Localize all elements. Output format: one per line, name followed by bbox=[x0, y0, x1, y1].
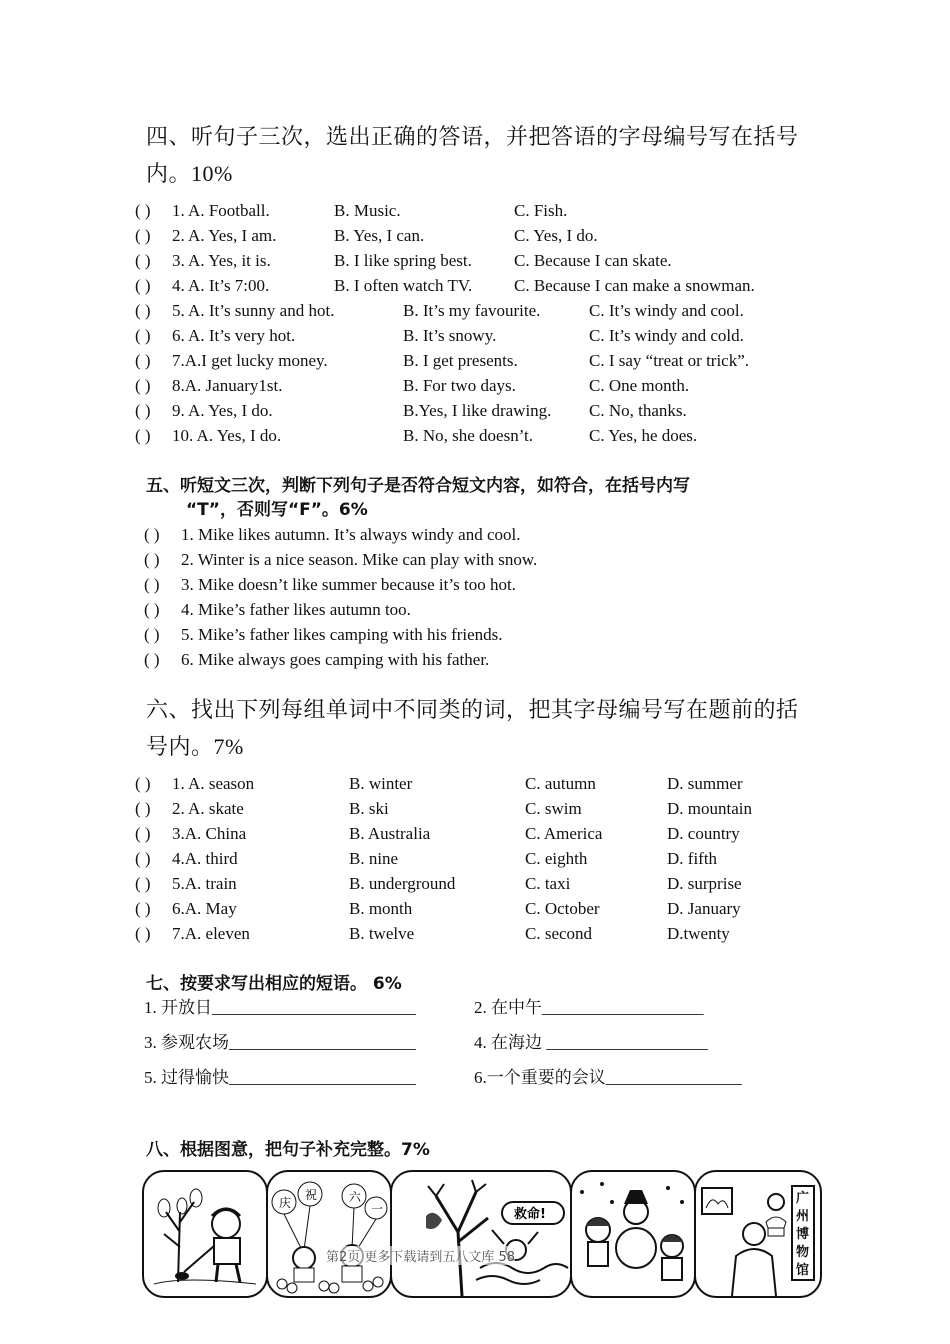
museum-sign-char-4: 物 bbox=[796, 1245, 810, 1260]
word-option-a: 1. A. season bbox=[172, 774, 255, 793]
section5-item bbox=[0, 548, 950, 572]
section6-item bbox=[0, 922, 950, 946]
statement-text: 1. Mike likes autumn. It’s always windy and cool. bbox=[181, 525, 521, 544]
answer-bracket[interactable]: ( ) bbox=[144, 600, 160, 619]
answer-bracket[interactable]: ( ) bbox=[144, 525, 160, 544]
section4-title: 四、听句子三次，选出正确的答语，并把答语的字母编号写在括号内。10% bbox=[146, 124, 799, 186]
statement-text: 5. Mike’s father likes camping with his friends. bbox=[181, 625, 503, 644]
statement-text: 3. Mike doesn’t like summer because it’s too hot. bbox=[181, 575, 516, 594]
option-a: 3. A. Yes, it is. bbox=[172, 251, 271, 270]
section5-item bbox=[0, 623, 950, 647]
answer-bracket[interactable]: ( ) bbox=[135, 376, 151, 395]
section4-item bbox=[0, 424, 950, 448]
picture-help bbox=[390, 1170, 572, 1298]
word-option-a: 2. A. skate bbox=[172, 799, 244, 818]
answer-bracket[interactable]: ( ) bbox=[135, 849, 151, 868]
word-option-a: 4.A. third bbox=[172, 849, 238, 868]
answer-bracket[interactable]: ( ) bbox=[144, 550, 160, 569]
section4-item bbox=[0, 249, 950, 273]
option-b: B. I get presents. bbox=[403, 351, 518, 370]
option-c: C. One month. bbox=[589, 376, 690, 395]
option-a: 5. A. It’s sunny and hot. bbox=[172, 301, 335, 320]
answer-bracket[interactable]: ( ) bbox=[144, 650, 160, 669]
answer-bracket[interactable]: ( ) bbox=[135, 251, 151, 270]
section4-item bbox=[0, 274, 950, 298]
option-a: 4. A. It’s 7:00. bbox=[172, 276, 270, 295]
statement-text: 6. Mike always goes camping with his father. bbox=[181, 650, 490, 669]
section5-item bbox=[0, 598, 950, 622]
answer-bracket[interactable]: ( ) bbox=[135, 401, 151, 420]
option-b: B.Yes, I like drawing. bbox=[403, 401, 552, 420]
page-footer: 第2页 更多下载请到五八文库 58 bbox=[326, 1246, 515, 1265]
balloon-char-1: 庆 bbox=[279, 1196, 292, 1210]
option-a: 9. A. Yes, I do. bbox=[172, 401, 273, 420]
answer-bracket[interactable]: ( ) bbox=[135, 774, 151, 793]
word-option-d: D. summer bbox=[667, 774, 743, 793]
answer-bracket[interactable]: ( ) bbox=[135, 824, 151, 843]
phrase-blank-right[interactable]: 6.一个重要的会议________________ bbox=[474, 1068, 742, 1087]
picture-planting-tree bbox=[142, 1170, 268, 1298]
word-option-d: D. January bbox=[667, 899, 741, 918]
option-c: C. It’s windy and cool. bbox=[589, 301, 744, 320]
section6-item bbox=[0, 897, 950, 921]
section5-item bbox=[0, 523, 950, 547]
option-b: B. For two days. bbox=[403, 376, 516, 395]
answer-bracket[interactable]: ( ) bbox=[144, 575, 160, 594]
word-option-b: B. winter bbox=[349, 774, 413, 793]
option-c: C. Yes, he does. bbox=[589, 426, 698, 445]
museum-sign-char-2: 州 bbox=[796, 1209, 810, 1224]
word-option-b: B. twelve bbox=[349, 924, 415, 943]
balloon-char-3: 六 bbox=[349, 1190, 362, 1204]
option-a: 7.A.I get lucky money. bbox=[172, 351, 328, 370]
picture-museum bbox=[694, 1170, 822, 1298]
picture-snowman bbox=[570, 1170, 696, 1298]
answer-bracket[interactable]: ( ) bbox=[144, 625, 160, 644]
answer-bracket[interactable]: ( ) bbox=[135, 351, 151, 370]
option-b: B. No, she doesn’t. bbox=[403, 426, 534, 445]
answer-bracket[interactable]: ( ) bbox=[135, 899, 151, 918]
option-c: C. Because I can skate. bbox=[514, 251, 672, 270]
phrase-blank-right[interactable]: 4. 在海边 ___________________ bbox=[474, 1033, 708, 1052]
option-a: 10. A. Yes, I do. bbox=[172, 426, 282, 445]
section4-item bbox=[0, 399, 950, 423]
word-option-d: D. country bbox=[667, 824, 740, 843]
answer-bracket[interactable]: ( ) bbox=[135, 301, 151, 320]
section5-title-line2: “T”，否则写“F”。6% bbox=[186, 500, 368, 520]
word-option-a: 7.A. eleven bbox=[172, 924, 250, 943]
answer-bracket[interactable]: ( ) bbox=[135, 874, 151, 893]
picture-childrens-day bbox=[266, 1170, 392, 1298]
phrase-blank-left[interactable]: 5. 过得愉快______________________ bbox=[144, 1068, 416, 1087]
option-c: C. Yes, I do. bbox=[514, 226, 598, 245]
museum-sign-char-1: 广 bbox=[796, 1191, 810, 1206]
option-a: 8.A. January1st. bbox=[172, 376, 283, 395]
word-option-c: C. America bbox=[525, 824, 603, 843]
section4-item bbox=[0, 299, 950, 323]
section7-title: 七、按要求写出相应的短语。 6% bbox=[146, 974, 402, 994]
word-option-c: C. autumn bbox=[525, 774, 596, 793]
word-option-a: 6.A. May bbox=[172, 899, 237, 918]
answer-bracket[interactable]: ( ) bbox=[135, 326, 151, 345]
section5-title-line1: 五、听短文三次，判断下列句子是否符合短文内容，如符合，在括号内写 bbox=[146, 476, 690, 496]
answer-bracket[interactable]: ( ) bbox=[135, 924, 151, 943]
section4-item bbox=[0, 349, 950, 373]
option-b: B. I often watch TV. bbox=[334, 276, 473, 295]
balloon-char-2: 祝 bbox=[305, 1188, 318, 1202]
statement-text: 2. Winter is a nice season. Mike can play with snow. bbox=[181, 550, 538, 569]
option-c: C. Fish. bbox=[514, 201, 568, 220]
answer-bracket[interactable]: ( ) bbox=[135, 426, 151, 445]
answer-bracket[interactable]: ( ) bbox=[135, 799, 151, 818]
answer-bracket[interactable]: ( ) bbox=[135, 226, 151, 245]
word-option-d: D. surprise bbox=[667, 874, 742, 893]
word-option-d: D. fifth bbox=[667, 849, 718, 868]
section6-title: 六、找出下列每组单词中不同类的词，把其字母编号写在题前的括号内。7% bbox=[146, 697, 799, 759]
option-c: C. Because I can make a snowman. bbox=[514, 276, 755, 295]
help-bubble-text: 救命! bbox=[514, 1207, 546, 1222]
balloon-char-4: 一 bbox=[371, 1202, 384, 1216]
section6-item bbox=[0, 872, 950, 896]
word-option-b: B. month bbox=[349, 899, 413, 918]
museum-sign-char-3: 博 bbox=[796, 1227, 810, 1242]
section8-title: 八、根据图意，把句子补充完整。7% bbox=[146, 1140, 430, 1160]
section6-item bbox=[0, 822, 950, 846]
word-option-c: C. taxi bbox=[525, 874, 571, 893]
word-option-a: 5.A. train bbox=[172, 874, 237, 893]
option-b: B. Music. bbox=[334, 201, 401, 220]
section6-item bbox=[0, 847, 950, 871]
phrase-blank-right[interactable]: 2. 在中午___________________ bbox=[474, 998, 704, 1017]
word-option-a: 3.A. China bbox=[172, 824, 247, 843]
section5-item bbox=[0, 573, 950, 597]
answer-bracket[interactable]: ( ) bbox=[135, 276, 151, 295]
option-a: 1. A. Football. bbox=[172, 201, 270, 220]
phrase-blank-left[interactable]: 1. 开放日________________________ bbox=[144, 998, 416, 1017]
option-a: 2. A. Yes, I am. bbox=[172, 226, 277, 245]
word-option-c: C. October bbox=[525, 899, 600, 918]
word-option-c: C. second bbox=[525, 924, 593, 943]
word-option-c: C. eighth bbox=[525, 849, 588, 868]
word-option-b: B. nine bbox=[349, 849, 399, 868]
option-b: B. Yes, I can. bbox=[334, 226, 425, 245]
word-option-d: D.twenty bbox=[667, 924, 730, 943]
word-option-d: D. mountain bbox=[667, 799, 752, 818]
option-c: C. I say “treat or trick”. bbox=[589, 351, 750, 370]
option-b: B. It’s my favourite. bbox=[403, 301, 541, 320]
section4-item bbox=[0, 199, 950, 223]
section4-item bbox=[0, 224, 950, 248]
option-a: 6. A. It’s very hot. bbox=[172, 326, 296, 345]
word-option-b: B. ski bbox=[349, 799, 389, 818]
answer-bracket[interactable]: ( ) bbox=[135, 201, 151, 220]
option-c: C. It’s windy and cold. bbox=[589, 326, 744, 345]
section4-item bbox=[0, 374, 950, 398]
museum-sign-char-5: 馆 bbox=[796, 1263, 810, 1278]
option-b: B. It’s snowy. bbox=[403, 326, 497, 345]
option-b: B. I like spring best. bbox=[334, 251, 472, 270]
section5-item bbox=[0, 648, 950, 672]
word-option-b: B. Australia bbox=[349, 824, 431, 843]
section6-item bbox=[0, 797, 950, 821]
section4-item bbox=[0, 324, 950, 348]
section6-item bbox=[0, 772, 950, 796]
picture-strip bbox=[142, 1170, 822, 1298]
phrase-blank-left[interactable]: 3. 参观农场______________________ bbox=[144, 1033, 416, 1052]
word-option-c: C. swim bbox=[525, 799, 582, 818]
word-option-b: B. underground bbox=[349, 874, 456, 893]
statement-text: 4. Mike’s father likes autumn too. bbox=[181, 600, 411, 619]
option-c: C. No, thanks. bbox=[589, 401, 687, 420]
